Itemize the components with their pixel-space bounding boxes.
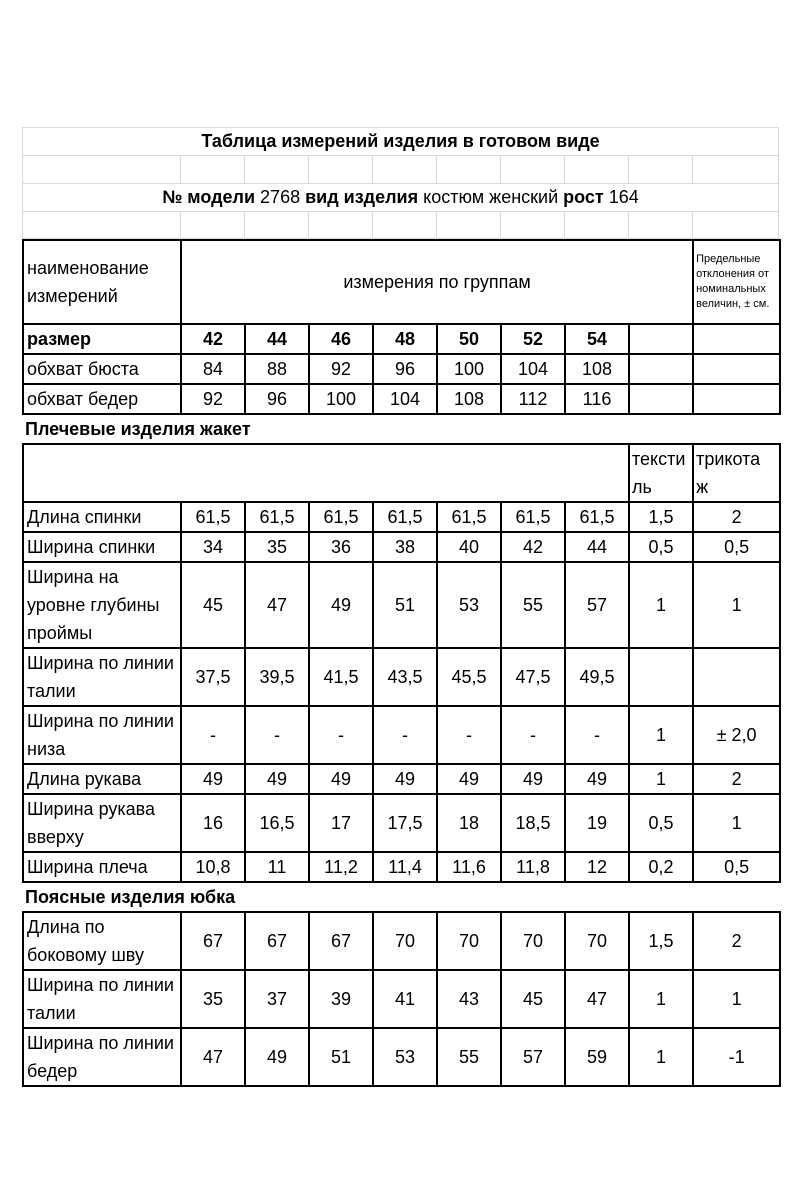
value-cell: 43 xyxy=(437,970,501,1028)
value-cell: 11,8 xyxy=(501,852,565,882)
header-row xyxy=(23,240,780,324)
value-cell: 116 xyxy=(565,384,629,414)
knit-tolerance-cell: 1 xyxy=(693,562,780,648)
value-cell: 44 xyxy=(565,532,629,562)
value-cell: 36 xyxy=(309,532,373,562)
row-name: обхват бедер xyxy=(23,384,181,414)
value-cell: 49,5 xyxy=(565,648,629,706)
value-cell: 11,2 xyxy=(309,852,373,882)
value-cell: 51 xyxy=(373,562,437,648)
textile-tolerance-cell: 1 xyxy=(629,764,693,794)
model-label: № модели xyxy=(162,187,256,207)
value-cell: 96 xyxy=(373,354,437,384)
value-cell: 49 xyxy=(373,764,437,794)
skirt-rows xyxy=(23,912,780,1086)
table-row xyxy=(23,794,780,852)
kind-value: костюм женский xyxy=(423,187,559,207)
value-cell: 67 xyxy=(245,912,309,970)
table-row xyxy=(23,532,780,562)
value-cell: 100 xyxy=(437,354,501,384)
row-name: обхват бюста xyxy=(23,354,181,384)
row-name: Ширина по линии низа xyxy=(23,706,181,764)
value-cell: 96 xyxy=(245,384,309,414)
value-cell: - xyxy=(437,706,501,764)
value-cell: 67 xyxy=(309,912,373,970)
value-cell: 67 xyxy=(181,912,245,970)
value-cell: 92 xyxy=(181,384,245,414)
section-title-skirt: Поясные изделия юбка xyxy=(25,887,236,907)
value-cell: 55 xyxy=(437,1028,501,1086)
table-row xyxy=(23,970,780,1028)
row-name: Длина рукава xyxy=(23,764,181,794)
value-cell: - xyxy=(309,706,373,764)
value-cell: 47 xyxy=(181,1028,245,1086)
value-cell: 37,5 xyxy=(181,648,245,706)
value-cell: 11,6 xyxy=(437,852,501,882)
value-cell: 49 xyxy=(309,562,373,648)
value-cell: 47 xyxy=(565,970,629,1028)
value-cell: - xyxy=(373,706,437,764)
size-row xyxy=(23,324,780,354)
value-cell: - xyxy=(565,706,629,764)
row-name: Длина спинки xyxy=(23,502,181,532)
value-cell: - xyxy=(245,706,309,764)
value-cell: 18 xyxy=(437,794,501,852)
knit-tolerance-cell: 0,5 xyxy=(693,532,780,562)
knit-tolerance-cell: 2 xyxy=(693,764,780,794)
value-cell: 41 xyxy=(373,970,437,1028)
kind-label: вид изделия xyxy=(305,187,419,207)
model-value: 2768 xyxy=(260,187,301,207)
value-cell: 16,5 xyxy=(245,794,309,852)
measurement-table xyxy=(22,239,781,1087)
value-cell: 47 xyxy=(245,562,309,648)
value-cell: 70 xyxy=(437,912,501,970)
value-cell: 108 xyxy=(437,384,501,414)
row-name: Ширина спинки xyxy=(23,532,181,562)
empty-cell xyxy=(693,324,780,354)
textile-tolerance-cell: 0,5 xyxy=(629,532,693,562)
value-cell: 49 xyxy=(245,764,309,794)
height-value: 164 xyxy=(608,187,639,207)
model-info xyxy=(22,187,779,208)
textile-tolerance-cell xyxy=(629,648,693,706)
value-cell: 49 xyxy=(565,764,629,794)
value-cell: 108 xyxy=(565,354,629,384)
textile-tolerance-cell: 1,5 xyxy=(629,912,693,970)
table-row xyxy=(23,1028,780,1086)
value-cell: 57 xyxy=(501,1028,565,1086)
value-cell: - xyxy=(501,706,565,764)
value-cell: 61,5 xyxy=(565,502,629,532)
value-cell: 47,5 xyxy=(501,648,565,706)
table-title: Таблица измерений изделия в готовом виде xyxy=(201,131,600,151)
value-cell: 61,5 xyxy=(437,502,501,532)
row-name: Длина по боковому шву xyxy=(23,912,181,970)
value-cell: 61,5 xyxy=(245,502,309,532)
value-cell: 35 xyxy=(245,532,309,562)
textile-tolerance-cell: 0,5 xyxy=(629,794,693,852)
section-title-jacket: Плечевые изделия жакет xyxy=(25,419,251,439)
groups-header: измерения по группам xyxy=(181,240,693,324)
empty-cell xyxy=(23,444,629,502)
value-cell: 17 xyxy=(309,794,373,852)
size-cell: 46 xyxy=(309,324,373,354)
value-cell: 92 xyxy=(309,354,373,384)
empty-cell xyxy=(693,354,780,384)
row-name: Ширина рукава вверху xyxy=(23,794,181,852)
value-cell: 70 xyxy=(373,912,437,970)
value-cell: 41,5 xyxy=(309,648,373,706)
value-cell: 35 xyxy=(181,970,245,1028)
value-cell: 37 xyxy=(245,970,309,1028)
value-cell: 49 xyxy=(181,764,245,794)
table-row xyxy=(23,648,780,706)
table-row xyxy=(23,852,780,882)
size-cell: 48 xyxy=(373,324,437,354)
textile-tolerance-cell: 1,5 xyxy=(629,502,693,532)
knit-tolerance-cell: 1 xyxy=(693,970,780,1028)
value-cell: 51 xyxy=(309,1028,373,1086)
textile-tolerance-cell: 1 xyxy=(629,1028,693,1086)
value-cell: 49 xyxy=(245,1028,309,1086)
row-name: Ширина по линии талии xyxy=(23,970,181,1028)
value-cell: 61,5 xyxy=(373,502,437,532)
table-row xyxy=(23,354,780,384)
knit-tolerance-cell: 2 xyxy=(693,502,780,532)
value-cell: 61,5 xyxy=(181,502,245,532)
value-cell: 61,5 xyxy=(309,502,373,532)
row-name: Ширина по линии талии xyxy=(23,648,181,706)
size-label: размер xyxy=(23,324,181,354)
empty-cell xyxy=(629,384,693,414)
value-cell: 49 xyxy=(437,764,501,794)
textile-tolerance-cell: 1 xyxy=(629,562,693,648)
row-name: Ширина на уровне глубины проймы xyxy=(23,562,181,648)
textile-tolerance-cell: 1 xyxy=(629,706,693,764)
size-cell: 42 xyxy=(181,324,245,354)
size-cell: 52 xyxy=(501,324,565,354)
value-cell: - xyxy=(181,706,245,764)
value-cell: 40 xyxy=(437,532,501,562)
size-cell: 44 xyxy=(245,324,309,354)
knit-tolerance-cell: -1 xyxy=(693,1028,780,1086)
empty-cell xyxy=(629,354,693,384)
measurement-name-header: наименование измерений xyxy=(23,240,181,324)
value-cell: 49 xyxy=(501,764,565,794)
value-cell: 19 xyxy=(565,794,629,852)
value-cell: 11,4 xyxy=(373,852,437,882)
empty-cell xyxy=(629,324,693,354)
knit-tolerance-cell: 1 xyxy=(693,794,780,852)
jacket-rows xyxy=(23,502,780,882)
textile-header: тексти ль xyxy=(629,444,693,502)
section-row xyxy=(23,882,780,912)
value-cell: 61,5 xyxy=(501,502,565,532)
value-cell: 10,8 xyxy=(181,852,245,882)
value-cell: 53 xyxy=(437,562,501,648)
value-cell: 45 xyxy=(181,562,245,648)
value-cell: 104 xyxy=(373,384,437,414)
value-cell: 17,5 xyxy=(373,794,437,852)
value-cell: 43,5 xyxy=(373,648,437,706)
textile-tolerance-cell: 1 xyxy=(629,970,693,1028)
value-cell: 45,5 xyxy=(437,648,501,706)
value-cell: 59 xyxy=(565,1028,629,1086)
value-cell: 57 xyxy=(565,562,629,648)
value-cell: 34 xyxy=(181,532,245,562)
value-cell: 16 xyxy=(181,794,245,852)
value-cell: 70 xyxy=(501,912,565,970)
height-label: рост xyxy=(563,187,604,207)
value-cell: 11 xyxy=(245,852,309,882)
value-cell: 39,5 xyxy=(245,648,309,706)
value-cell: 88 xyxy=(245,354,309,384)
value-cell: 100 xyxy=(309,384,373,414)
row-name: Ширина по линии бедер xyxy=(23,1028,181,1086)
size-cell: 50 xyxy=(437,324,501,354)
knit-tolerance-cell: 0,5 xyxy=(693,852,780,882)
table-row xyxy=(23,912,780,970)
knit-tolerance-cell xyxy=(693,648,780,706)
value-cell: 55 xyxy=(501,562,565,648)
value-cell: 112 xyxy=(501,384,565,414)
value-cell: 53 xyxy=(373,1028,437,1086)
tolerance-header: Предельные отклонения от номинальных величин, ± см. xyxy=(693,240,780,324)
value-cell: 12 xyxy=(565,852,629,882)
value-cell: 39 xyxy=(309,970,373,1028)
knit-header: трикота ж xyxy=(693,444,780,502)
textile-tolerance-cell: 0,2 xyxy=(629,852,693,882)
value-cell: 38 xyxy=(373,532,437,562)
table-row xyxy=(23,502,780,532)
row-name: Ширина плеча xyxy=(23,852,181,882)
table-row xyxy=(23,384,780,414)
value-cell: 45 xyxy=(501,970,565,1028)
value-cell: 18,5 xyxy=(501,794,565,852)
value-cell: 70 xyxy=(565,912,629,970)
tolerance-type-row xyxy=(23,444,780,502)
empty-cell xyxy=(693,384,780,414)
table-row xyxy=(23,706,780,764)
value-cell: 42 xyxy=(501,532,565,562)
knit-tolerance-cell: ± 2,0 xyxy=(693,706,780,764)
value-cell: 49 xyxy=(309,764,373,794)
value-cell: 84 xyxy=(181,354,245,384)
table-row xyxy=(23,562,780,648)
section-row xyxy=(23,414,780,444)
knit-tolerance-cell: 2 xyxy=(693,912,780,970)
table-row xyxy=(23,764,780,794)
value-cell: 104 xyxy=(501,354,565,384)
size-cell: 54 xyxy=(565,324,629,354)
